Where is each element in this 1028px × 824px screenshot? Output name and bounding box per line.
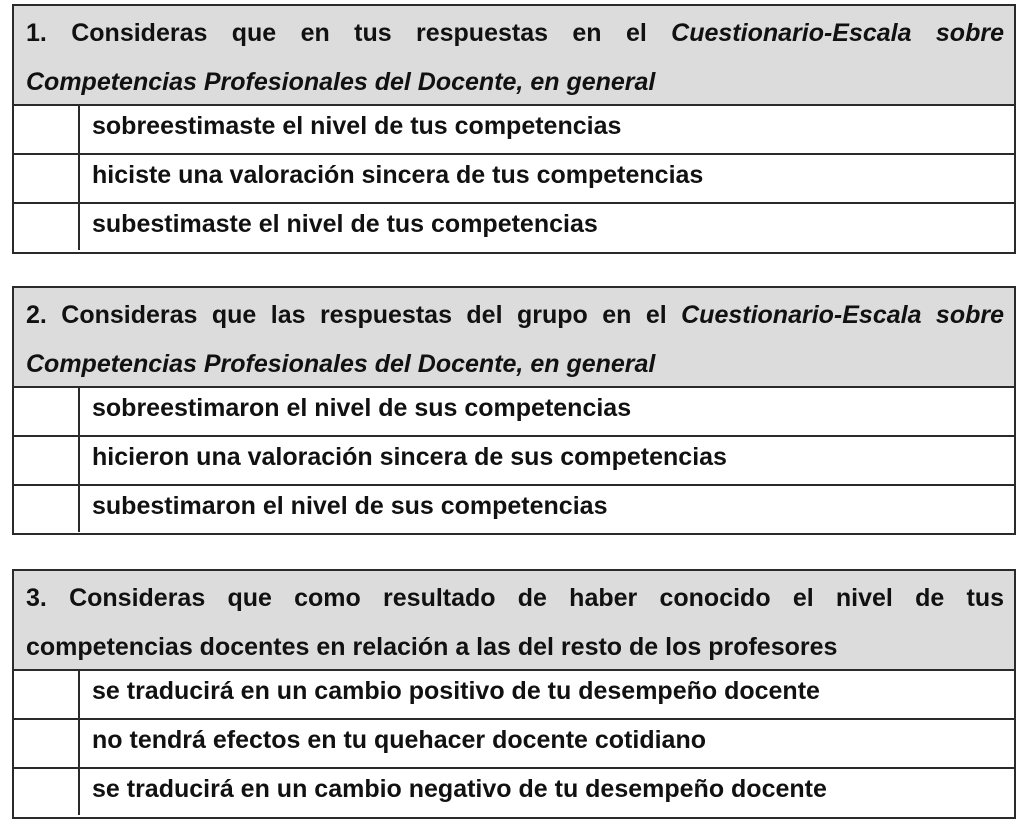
question-1-option-3-label: subestimaste el nivel de tus competencias [92, 210, 598, 238]
question-1-option-1 [14, 106, 1014, 155]
question-2-text: 2. Consideras que las respuestas del grupo en el [26, 301, 682, 329]
question-3-option-2-checkbox[interactable] [14, 720, 80, 767]
question-1-option-2-checkbox[interactable] [14, 155, 80, 202]
question-3-header [14, 571, 1014, 671]
question-2-option-1-checkbox[interactable] [14, 388, 80, 435]
question-1-italic-text: Cuestionario-Escala sobre Competencias Profesionales del Docente, en general [26, 19, 1004, 96]
question-1-option-1-label: sobreestimaste el nivel de tus competencias [92, 112, 622, 140]
question-2-option-2-label: hicieron una valoración sincera de sus competencias [92, 443, 727, 471]
question-3-option-1 [14, 671, 1014, 720]
question-2-option-1-label: sobreestimaron el nivel de sus competencias [92, 394, 632, 422]
question-2-option-2 [14, 437, 1014, 486]
question-1-text: 1. Consideras que en tus respuestas en el [26, 19, 672, 47]
question-3-option-3 [14, 769, 1014, 815]
question-2-option-1 [14, 388, 1014, 437]
question-2-option-3 [14, 486, 1014, 532]
question-2-header [14, 288, 1014, 388]
question-3-option-3-checkbox[interactable] [14, 769, 80, 815]
question-3-box [12, 569, 1016, 819]
question-1-box [12, 4, 1016, 254]
question-1-header [14, 6, 1014, 106]
question-1-option-2 [14, 155, 1014, 204]
question-1-option-2-label: hiciste una valoración sincera de tus competencias [92, 161, 704, 189]
question-3-text: 3. Consideras que como resultado de haber conocido el nivel de tus competencias docentes en relación a las del resto de los profesores [26, 584, 1004, 661]
question-1-option-3-checkbox[interactable] [14, 204, 80, 250]
question-3-option-2-label: no tendrá efectos en tu quehacer docente cotidiano [92, 726, 706, 754]
question-2-option-2-checkbox[interactable] [14, 437, 80, 484]
question-1-option-1-checkbox[interactable] [14, 106, 80, 153]
question-2-box [12, 286, 1016, 535]
question-3-option-1-checkbox[interactable] [14, 671, 80, 718]
question-3-option-3-label: se traducirá en un cambio negativo de tu desempeño docente [92, 775, 827, 803]
question-2-option-3-label: subestimaron el nivel de sus competencias [92, 492, 608, 520]
question-1-option-3 [14, 204, 1014, 250]
question-3-option-2 [14, 720, 1014, 769]
question-2-option-3-checkbox[interactable] [14, 486, 80, 532]
question-2-italic-text: Cuestionario-Escala sobre Competencias Profesionales del Docente, en general [26, 301, 1004, 378]
question-3-option-1-label: se traducirá en un cambio positivo de tu desempeño docente [92, 677, 820, 705]
